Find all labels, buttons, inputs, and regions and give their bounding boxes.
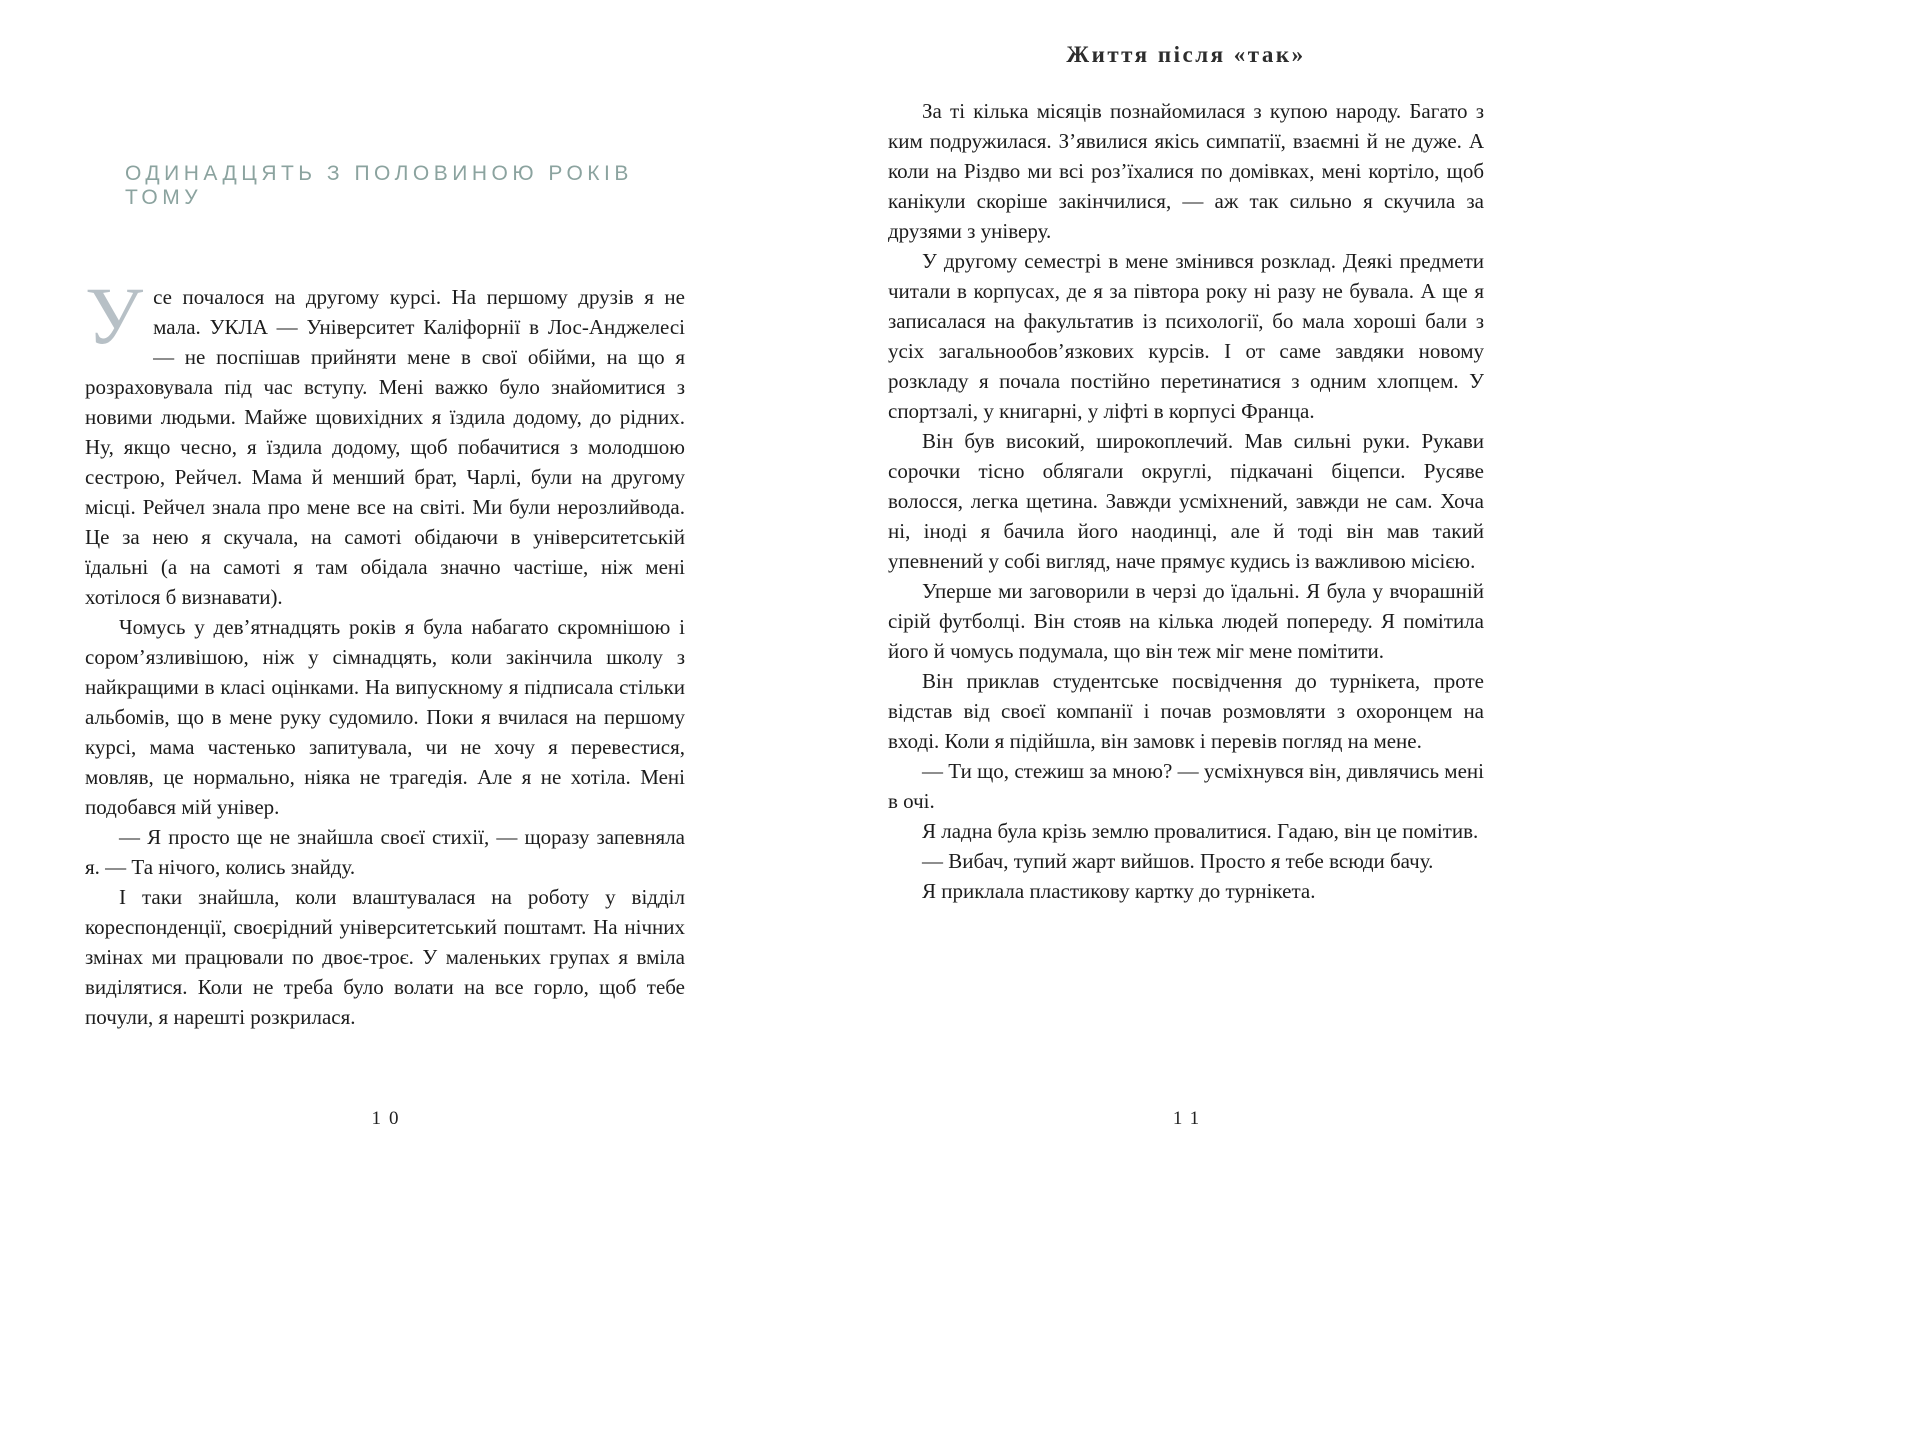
dialogue-paragraph: — Я просто ще не знайшла своєї стихії, — щоразу запевняла я. — Та нічого, колись знайду. [85,825,685,879]
dialogue-paragraph: — Ти що, стежиш за мною? — усміхнувся він, дивлячись мені в очі. [888,759,1484,813]
running-head: Життя після «так» [1066,42,1306,67]
paragraph: Він був високий, широкоплечий. Мав сильні руки. Рукави сорочки тісно облягали округлі, підкачані біцепси. Русяве волосся, легка щетина. Завжди усміхнений, завжди не сам. Хоча ні, іноді я бачила його наодинці, але й тоді він мав такий упевнений у собі вигляд, наче прямує кудись із важливою місією. [888,429,1484,573]
paragraph: Я приклала пластикову картку до турнікета. [922,879,1316,903]
page-number-right: 11 [1172,1108,1208,1129]
paragraph: Чомусь у дев’ятнадцять років я була набагато скромнішою і сором’язливішою, ніж у сімнадцять, коли закінчила школу з найкращими в класі оцінками. На випускному я підписала стільки альбомів, що в мене руку судомило. Поки я вчилася на першому курсі, мама частенько запитувала, чи не хочу я перевестися, мовляв, це нормально, ніяка не трагедія. Але я не хотіла. Мені подобався мій універ. [85,615,685,819]
page-number-left: 10 [371,1108,407,1129]
chapter-title: ОДИНАДЦЯТЬ З ПОЛОВИНОЮ РОКІВ ТОМУ [125,162,633,209]
drop-cap: У [85,270,144,361]
paragraph: Уперше ми заговорили в черзі до їдальні. Я була у вчорашній сірій футболці. Він стояв на кілька людей попереду. Я помітила його й чомусь подумала, що він теж міг мене помітити. [888,579,1484,663]
opening-paragraph [85,270,685,612]
paragraph: І таки знайшла, коли влаштувалася на роботу у відділ кореспонденції, своєрідний університетський поштамт. На нічних змінах ми працювали по двоє-троє. У маленьких групах я вміла виділятися. Коли не треба було волати на все горло, щоб тебе почули, я нарешті розкрилася. [85,885,685,1029]
paragraph: У другому семестрі в мене змінився розклад. Деякі предмети читали в корпусах, де я за півтора року ні разу не бувала. А ще я записалася на факультатив із психології, бо мала хороші бали з усіх загальнообов’язкових курсів. І от саме завдяки новому розкладу я почала постійно перетинатися з одним хлопцем. У спортзалі, у книгарні, у ліфті в корпусі Франца. [888,249,1484,423]
page-left [85,0,685,1032]
paragraph: Він приклав студентське посвідчення до турнікета, проте відстав від своєї компанії і почав розмовляти з охоронцем на вході. Коли я підійшла, він замовк і перевів погляд на мене. [888,669,1484,753]
paragraph: За ті кілька місяців познайомилася з купою народу. Багато з ким подружилася. З’явилися якісь симпатії, взаємні й не дуже. А коли на Різдво ми всі роз’їхалися по домівках, мені кортіло, щоб канікули скоріше закінчилися, — аж так сильно я скучила за друзями з універу. [888,99,1484,243]
dialogue-paragraph: — Вибач, тупий жарт вийшов. Просто я тебе всюди бачу. [922,849,1434,873]
opening-paragraph-text: се почалося на другому курсі. На першому друзів я не мала. УКЛА — Університет Каліфорнії в Лос-Анджелесі — не поспішав прийняти мене в свої обійми, на що я розраховувала під час вступу. Мені важко було знайомитися з новими людьми. Майже щовихідних я їздила додому, до рідних. Ну, якщо чесно, я їздила додому, щоб побачитися з молодшою сестрою, Рейчел. Мама й менший брат, Чарлі, були на другому місці. Рейчел знала про мене все на світі. Ми були нерозлийвода. Це за нею я скучала, на самоті обідаючи в університетській їдальні (а на самоті я там обідала значно частіше, ніж мені хотілося б визнавати). [85,285,685,609]
page-right [888,0,1484,906]
paragraph: Я ладна була крізь землю провалитися. Гадаю, він це помітив. [922,819,1479,843]
